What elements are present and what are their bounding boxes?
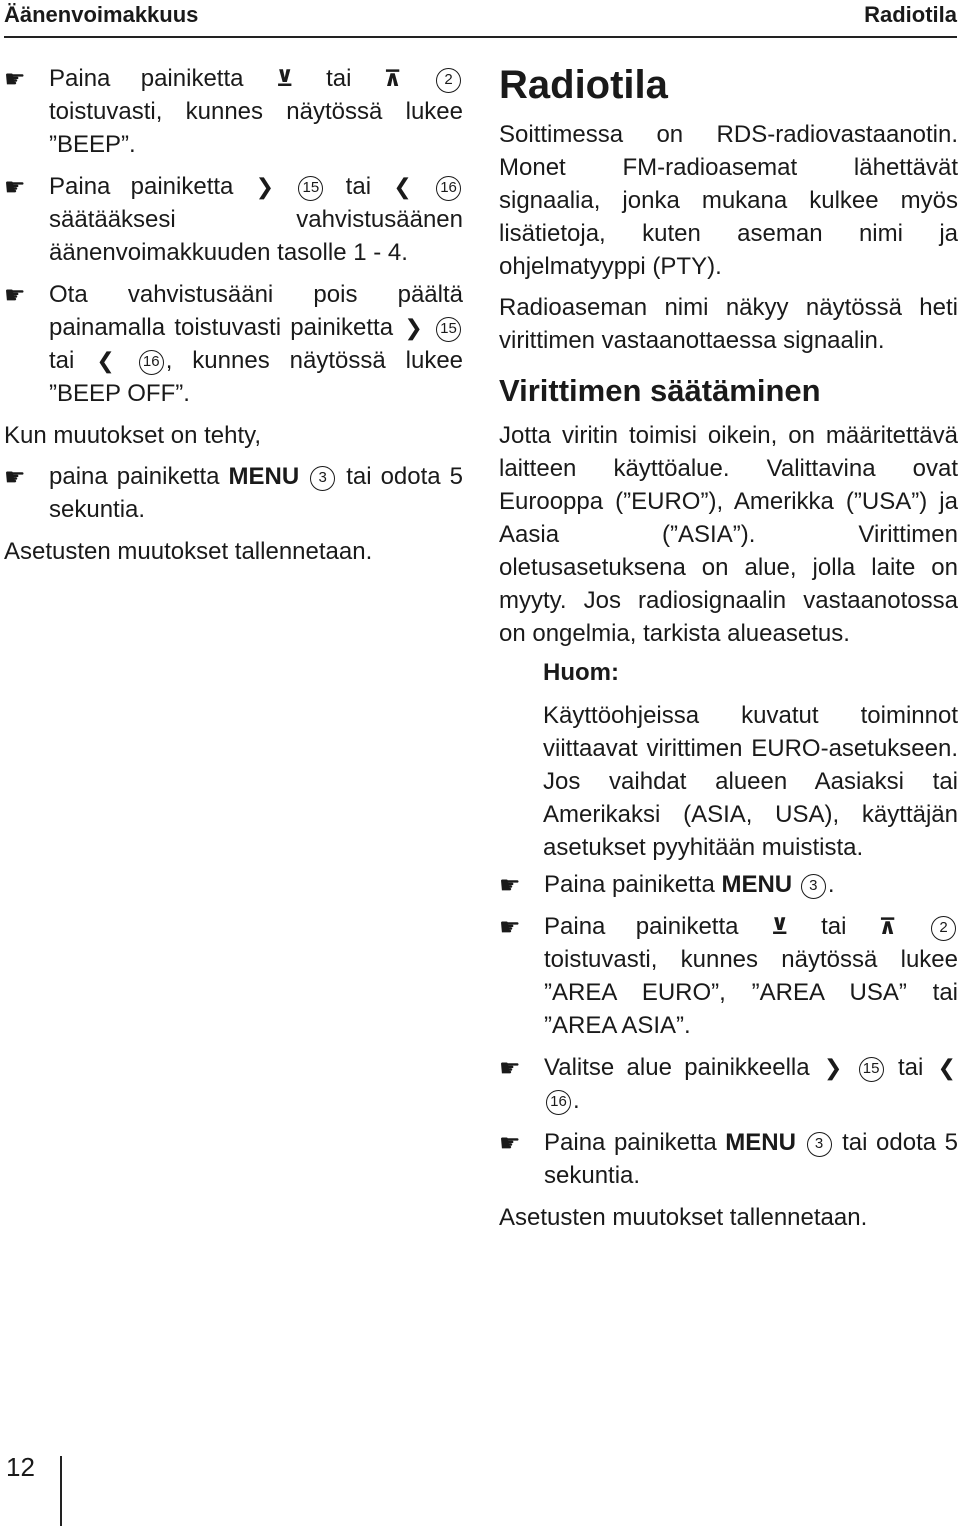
pointing-hand-icon: ☛ bbox=[499, 1130, 521, 1157]
note-box bbox=[543, 656, 958, 864]
callout-number: 2 bbox=[436, 68, 461, 93]
down-button-icon: ⊻ bbox=[770, 914, 789, 939]
pointing-hand-icon: ☛ bbox=[4, 174, 26, 201]
right-column bbox=[499, 62, 958, 658]
callout-number: 15 bbox=[859, 1057, 884, 1082]
up-button-icon: ⊼ bbox=[878, 914, 897, 939]
callout-number: 3 bbox=[807, 1132, 832, 1157]
paragraph: Kun muutokset on tehty, bbox=[4, 422, 262, 449]
section-title-left: Äänenvoimakkuus bbox=[4, 2, 199, 27]
left-column bbox=[4, 62, 463, 576]
note-title: Huom: bbox=[543, 659, 619, 686]
callout-number: 3 bbox=[801, 874, 826, 899]
note-text: Käyttöohjeissa kuvatut toiminnot viittaavat virittimen EURO-asetukseen. Jos vaihdat alueen Aasiaksi tai Amerikaksi (ASIA, USA), käyttäjän asetukset pyyhitään muistista. bbox=[543, 702, 958, 861]
right-column-steps bbox=[499, 868, 958, 1242]
callout-number: 2 bbox=[931, 916, 956, 941]
footer-divider bbox=[60, 1456, 62, 1526]
menu-button-label: MENU bbox=[725, 1129, 796, 1156]
up-button-icon: ⊼ bbox=[383, 66, 402, 91]
menu-button-label: MENU bbox=[721, 871, 793, 898]
pointing-hand-icon: ☛ bbox=[4, 282, 26, 309]
instruction-item: ☛ paina painiketta MENU 3 tai odota 5 sekuntia. bbox=[4, 463, 463, 523]
down-button-icon: ⊻ bbox=[275, 66, 294, 91]
page-header bbox=[0, 0, 960, 40]
page-number: 12 bbox=[6, 1452, 35, 1482]
pointing-hand-icon: ☛ bbox=[499, 1055, 521, 1082]
paragraph: Asetusten muutokset tallennetaan. bbox=[499, 1204, 868, 1231]
paragraph: Soittimessa on RDS-radiovastaanotin. Monet FM-radioasemat lähettävät signaalia, jonka mukana kulkee myös lisätietoja, kuten aseman nimi ja ohjelmatyyppi (PTY). bbox=[499, 121, 958, 280]
callout-number: 16 bbox=[139, 350, 164, 375]
paragraph: Jotta viritin toimisi oikein, on määritettävä laitteen käyttöalue. Valittavina ovat Eurooppa (”EURO”), Amerikka (”USA”) ja Aasia (”ASIA”). Virittimen oletusasetuksena on alue, jolla laite on myyty. Jos radiosignaalin vastaanotossa on ongelmia, tarkista alueasetus. bbox=[499, 422, 958, 647]
page-title: Radiotila bbox=[499, 63, 668, 107]
right-button-icon: ❯ bbox=[823, 1055, 843, 1080]
section-heading: Virittimen säätäminen bbox=[499, 373, 821, 408]
instruction-item: ☛ Paina painiketta ❯ 15 tai ❮ 16 säätääksesi vahvistusäänen äänenvoimakkuuden tasolle 1 - 4. bbox=[4, 170, 463, 269]
instruction-item: ☛ Paina painiketta ⊻ tai ⊼ 2 toistuvasti, kunnes näytössä lukee ”AREA EURO”, ”AREA USA” tai ”AREA ASIA”. bbox=[499, 910, 958, 1042]
callout-number: 3 bbox=[310, 466, 335, 491]
instruction-item: ☛ Ota vahvistusääni pois päältä painamalla toistuvasti painiketta ❯ 15 tai ❮ 16 , kunnes näytössä lukee ”BEEP OFF”. bbox=[4, 281, 464, 407]
instruction-item: ☛ Paina painiketta MENU 3 . bbox=[499, 868, 958, 901]
paragraph: Radioaseman nimi näkyy näytössä heti virittimen vastaanottaessa signaalin. bbox=[499, 294, 958, 354]
left-button-icon: ❮ bbox=[393, 174, 412, 199]
pointing-hand-icon: ☛ bbox=[4, 66, 26, 93]
callout-number: 16 bbox=[546, 1090, 571, 1115]
menu-button-label: MENU bbox=[228, 463, 300, 490]
paragraph: Asetusten muutokset tallennetaan. bbox=[4, 538, 373, 565]
pointing-hand-icon: ☛ bbox=[4, 464, 26, 491]
section-title-right: Radiotila bbox=[864, 2, 957, 27]
header-divider bbox=[4, 36, 957, 38]
callout-number: 15 bbox=[436, 317, 461, 342]
instruction-item: ☛ Paina painiketta ⊻ tai ⊼ 2 toistuvasti, kunnes näytössä lukee ”BEEP”. bbox=[4, 62, 463, 161]
instruction-item: ☛ Valitse alue painikkeella ❯ 15 tai ❮ 16 . bbox=[499, 1051, 958, 1117]
pointing-hand-icon: ☛ bbox=[499, 914, 521, 941]
left-button-icon: ❮ bbox=[937, 1055, 957, 1080]
pointing-hand-icon: ☛ bbox=[499, 872, 521, 899]
callout-number: 16 bbox=[436, 176, 461, 201]
left-button-icon: ❮ bbox=[96, 348, 115, 373]
instruction-item: ☛ Paina painiketta MENU 3 tai odota 5 sekuntia. bbox=[499, 1129, 959, 1189]
right-button-icon: ❯ bbox=[255, 174, 275, 199]
right-button-icon: ❯ bbox=[404, 315, 423, 340]
callout-number: 15 bbox=[298, 176, 323, 201]
